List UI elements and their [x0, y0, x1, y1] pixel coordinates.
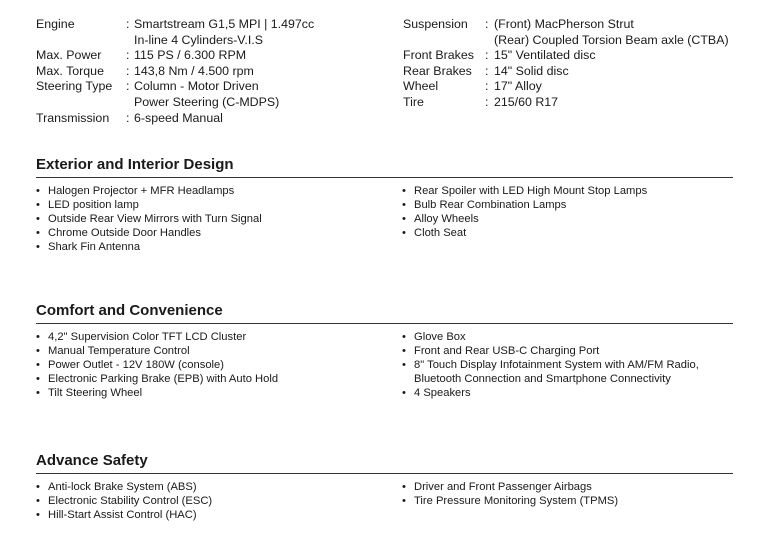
spec-label: Rear Brakes	[403, 63, 472, 78]
spec-label: Engine	[36, 17, 75, 31]
list-item: • Anti-lock Brake System (ABS)	[36, 480, 402, 494]
spec-value: (Front) MacPherson Strut	[494, 17, 634, 31]
spec-label: Suspension	[403, 17, 468, 31]
spec-table-right	[403, 17, 729, 111]
spec-row-engine	[36, 17, 314, 33]
spec-row-steering-type	[36, 79, 314, 95]
spec-row-max-torque	[36, 64, 314, 80]
spec-separator: :	[485, 48, 489, 63]
list-item: • Tilt Steering Wheel	[36, 386, 402, 400]
list-item: • Shark Fin Antenna	[36, 240, 402, 254]
spec-separator: :	[126, 110, 130, 125]
list-item: • Outside Rear View Mirrors with Turn Signal	[36, 212, 402, 226]
spec-value: Power Steering (C-MDPS)	[134, 94, 280, 109]
list-item: • Rear Spoiler with LED High Mount Stop Lamps	[402, 184, 733, 198]
section-exterior-interior	[36, 156, 733, 254]
list-item: • LED position lamp	[36, 198, 402, 212]
spec-label: Transmission	[36, 110, 110, 125]
spec-row-tire	[403, 95, 729, 111]
feature-list-left	[36, 184, 402, 254]
spec-row-front-brakes	[403, 48, 729, 64]
spec-value: 15" Ventilated disc	[494, 48, 596, 63]
list-item: • 4,2" Supervision Color TFT LCD Cluster	[36, 330, 402, 344]
list-item-continuation: Bluetooth Connection and Smartphone Connectivity	[414, 373, 671, 385]
spec-table-left	[36, 17, 314, 126]
spec-row-suspension-cont	[403, 33, 729, 49]
spec-label: Max. Power	[36, 48, 102, 63]
spec-separator: :	[126, 79, 130, 94]
section-title: Comfort and Convenience	[36, 302, 733, 324]
spec-label: Wheel	[403, 79, 439, 94]
list-item: • Electronic Parking Brake (EPB) with Auto Hold	[36, 372, 402, 386]
spec-value: 14" Solid disc	[494, 63, 569, 78]
spec-separator: :	[126, 48, 130, 63]
spec-value: (Rear) Coupled Torsion Beam axle (CTBA)	[494, 32, 729, 47]
spec-label: Tire	[403, 94, 424, 109]
spec-separator: :	[485, 17, 489, 31]
spec-value: Column - Motor Driven	[134, 79, 259, 94]
list-item: • Chrome Outside Door Handles	[36, 226, 402, 240]
feature-list-left	[36, 330, 402, 400]
list-item: • Driver and Front Passenger Airbags	[402, 480, 733, 494]
spec-value: 6-speed Manual	[134, 110, 223, 125]
list-item: • Front and Rear USB-C Charging Port	[402, 344, 733, 358]
list-item: • Manual Temperature Control	[36, 344, 402, 358]
list-item: • Bulb Rear Combination Lamps	[402, 198, 733, 212]
spec-row-transmission	[36, 111, 314, 127]
spec-separator: :	[485, 94, 489, 109]
list-item: • 4 Speakers	[402, 386, 733, 400]
spec-row-suspension	[403, 17, 729, 33]
list-item: • Power Outlet - 12V 180W (console)	[36, 358, 402, 372]
list-item: • Cloth Seat	[402, 226, 733, 240]
feature-list-right	[402, 330, 733, 400]
spec-value: Smartstream G1,5 MPI | 1.497cc	[134, 17, 315, 31]
spec-separator: :	[126, 17, 130, 31]
spec-row-max-power	[36, 48, 314, 64]
list-item: • Hill-Start Assist Control (HAC)	[36, 508, 402, 522]
spec-separator: :	[126, 63, 130, 78]
spec-value: 215/60 R17	[494, 94, 559, 109]
spec-value: 17" Alloy	[494, 79, 542, 94]
list-item: • Glove Box	[402, 330, 733, 344]
spec-row-steering-cont	[36, 95, 314, 111]
feature-list-left	[36, 480, 402, 522]
spec-value: 115 PS / 6.300 RPM	[134, 48, 247, 63]
list-item: • Tire Pressure Monitoring System (TPMS)	[402, 494, 733, 508]
spec-row-wheel	[403, 79, 729, 95]
spec-value: 143,8 Nm / 4.500 rpm	[134, 63, 254, 78]
spec-value: In-line 4 Cylinders-V.I.S	[134, 32, 264, 47]
feature-list-right	[402, 184, 733, 254]
list-item: • Electronic Stability Control (ESC)	[36, 494, 402, 508]
spec-label: Max. Torque	[36, 63, 104, 78]
spec-label: Front Brakes	[403, 48, 474, 63]
spec-separator: :	[485, 63, 489, 78]
section-title: Advance Safety	[36, 452, 733, 474]
spec-separator: :	[485, 79, 489, 94]
list-item: • Halogen Projector + MFR Headlamps	[36, 184, 402, 198]
feature-list-right	[402, 480, 733, 522]
section-comfort-convenience	[36, 302, 733, 400]
spec-label: Steering Type	[36, 79, 113, 94]
spec-row-rear-brakes	[403, 64, 729, 80]
section-title: Exterior and Interior Design	[36, 156, 733, 178]
list-item: • Alloy Wheels	[402, 212, 733, 226]
section-advance-safety	[36, 452, 733, 522]
spec-row-engine-cont	[36, 33, 314, 49]
list-item: • 8" Touch Display Infotainment System with AM/FM Radio,	[402, 358, 733, 372]
